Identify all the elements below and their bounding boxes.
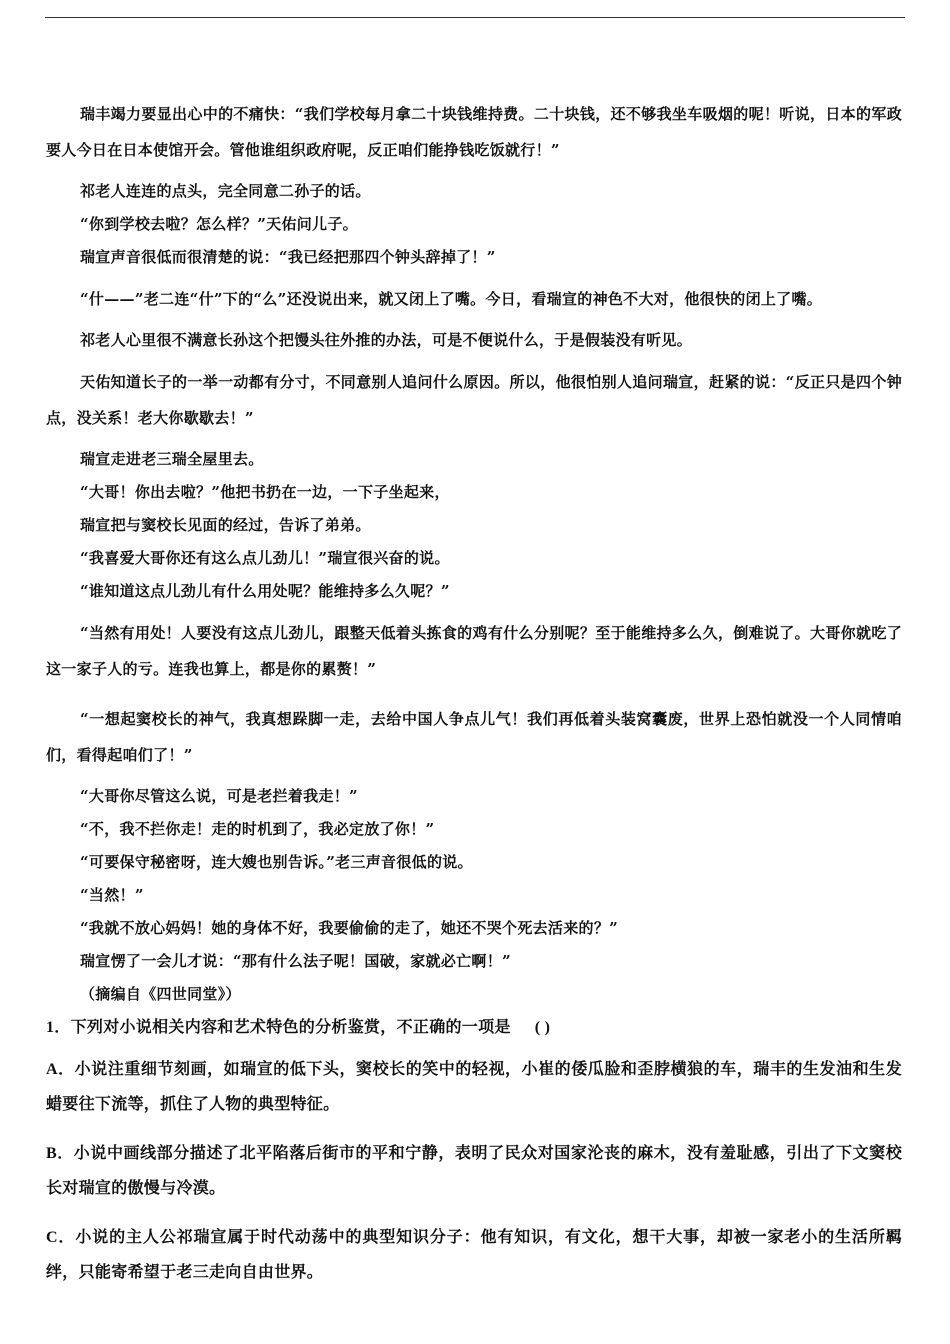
- option-a: A．小说注重细节刻画，如瑞宣的低下头，窦校长的笑中的轻视，小崔的倭瓜脸和歪脖横狼的车，瑞丰的生发油和生发蜡要往下流等，抓住了人物的典型特征。: [46, 1061, 902, 1113]
- source-citation: （摘编自《四世同堂》）: [80, 985, 241, 1003]
- question-stem: [46, 1018, 902, 1038]
- passage-paragraph: “当然有用处！人要没有这点儿劲儿，跟整天低着头拣食的鸡有什么分别呢？至于能维持多么久，倒难说了。大哥你就吃了这一家子人的亏。连我也算上，都是你的累赘！”: [46, 624, 902, 678]
- option-b: B．小说中画线部分描述了北平陷落后街市的平和宁静，表明了民众对国家沦丧的麻木，没有羞耻感，引出了下文窦校长对瑞宣的傲慢与冷漠。: [46, 1145, 902, 1197]
- passage-paragraph: 祁老人连连的点头，完全同意二孙子的话。: [80, 182, 371, 200]
- question-stem-text: 1．下列对小说相关内容和艺术特色的分析鉴赏，不正确的一项是: [46, 1019, 511, 1036]
- passage-paragraph: “一想起窦校长的神气，我真想跺脚一走，去给中国人争点儿气！我们再低着头装窝囊废，世界上恐怕就没一个人同情咱们，看得起咱们了！”: [46, 710, 902, 764]
- passage-paragraph: “当然！”: [80, 886, 144, 904]
- document-body: [46, 96, 902, 1304]
- passage-paragraph: 瑞宣愣了一会儿才说：“那有什么法子呢！国破，家就必亡啊！”: [80, 952, 511, 970]
- passage-paragraph: “你到学校去啦？怎么样？”天佑问儿子。: [80, 215, 358, 233]
- passage-paragraph: 天佑知道长子的一举一动都有分寸，不同意别人追问什么原因。所以，他很怕别人追问瑞宣，赶紧的说：“反正只是四个钟点，没关系！老大你歇歇去！”: [46, 373, 902, 427]
- passage-paragraph: 瑞丰竭力要显出心中的不痛快：“我们学校每月拿二十块钱维持费。二十块钱，还不够我坐车吸烟的呢！听说，日本的军政要人今日在日本使馆开会。管他谁组织政府呢，反正咱们能挣钱吃饭就行！”: [46, 105, 902, 159]
- passage-paragraph: “大哥！你出去啦？”他把书扔在一边，一下子坐起来，: [80, 483, 450, 501]
- passage-paragraph: “不，我不拦你走！走的时机到了，我必定放了你！”: [80, 820, 435, 838]
- passage-paragraph: “谁知道这点儿劲儿有什么用处呢？能维持多么久呢？”: [80, 582, 450, 600]
- passage-paragraph: “可要保守秘密呀，连大嫂也别告诉。”老三声音很低的说。: [80, 853, 473, 871]
- passage-paragraph: 祁老人心里很不满意长孙这个把馒头往外推的办法，可是不便说什么，于是假装没有听见。: [80, 331, 693, 349]
- passage-paragraph: “大哥你尽管这么说，可是老拦着我走！”: [80, 787, 358, 805]
- option-c: C．小说的主人公祁瑞宣属于时代动荡中的典型知识分子：他有知识，有文化，想干大事，却被一家老小的生活所羁绊，只能寄希望于老三走向自由世界。: [46, 1229, 902, 1281]
- passage-paragraph: “什——”老二连“什”下的“么”还没说出来，就又闭上了嘴。今日，看瑞宣的神色不大对，他很快的闭上了嘴。: [80, 290, 823, 308]
- answer-blank: ( ): [534, 1019, 551, 1036]
- passage-paragraph: 瑞宣走进老三瑞全屋里去。: [80, 450, 264, 468]
- header-rule: [45, 17, 905, 18]
- passage-paragraph: 瑞宣把与窦校长见面的经过，告诉了弟弟。: [80, 516, 371, 534]
- passage-paragraph: “我就不放心妈妈！她的身体不好，我要偷偷的走了，她还不哭个死去活来的？”: [80, 919, 619, 937]
- passage-paragraph: “我喜爱大哥你还有这么点儿劲儿！”瑞宣很兴奋的说。: [80, 549, 450, 567]
- passage-paragraph: 瑞宣声音很低而很清楚的说：“我已经把那四个钟头辞掉了！”: [80, 248, 496, 266]
